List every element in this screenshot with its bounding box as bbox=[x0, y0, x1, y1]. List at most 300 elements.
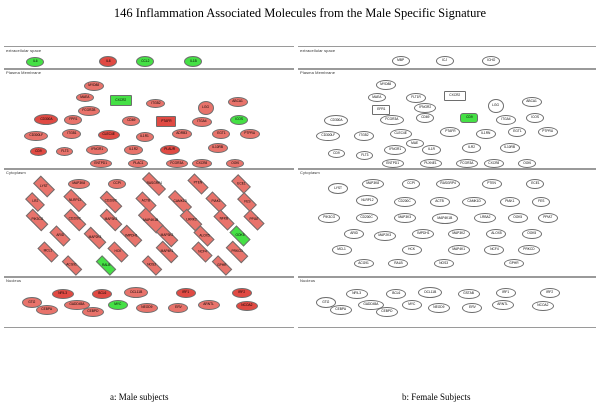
molecule-label: DCL11B bbox=[424, 289, 436, 294]
molecule-label: EGT1 bbox=[512, 129, 522, 134]
molecule-label: BCL6 bbox=[391, 291, 401, 296]
molecule-node[interactable] bbox=[448, 229, 470, 239]
molecule-label: MAP3K2 bbox=[160, 233, 174, 238]
molecule-label: FES bbox=[537, 199, 545, 204]
molecule-node[interactable] bbox=[376, 307, 398, 317]
molecule-label: GSTAB bbox=[463, 291, 475, 296]
molecule-label: NOS3 bbox=[439, 260, 449, 265]
compartment-extracellular bbox=[298, 46, 596, 70]
molecule-node[interactable] bbox=[120, 225, 143, 248]
molecule-label: CEBPD bbox=[381, 309, 393, 314]
molecule-node[interactable] bbox=[228, 97, 248, 107]
molecule-node[interactable] bbox=[508, 213, 528, 223]
molecule-node[interactable] bbox=[356, 151, 373, 160]
molecule-node[interactable] bbox=[388, 259, 408, 268]
molecule-label: ENTPD1 bbox=[94, 160, 108, 165]
molecule-label: CXCR8 bbox=[196, 160, 208, 165]
molecule-node[interactable] bbox=[230, 115, 248, 125]
molecule-label: FCGR3A bbox=[460, 160, 474, 165]
molecule-label: CLEC4E bbox=[394, 131, 408, 136]
molecule-node[interactable] bbox=[508, 127, 526, 137]
molecule-node[interactable] bbox=[136, 132, 154, 142]
molecule-node[interactable] bbox=[484, 159, 504, 168]
molecule-label: CXCR2 bbox=[449, 93, 461, 98]
molecule-label: LGG bbox=[492, 103, 500, 108]
molecule-label: FCGR3A bbox=[385, 117, 399, 122]
molecule-node[interactable] bbox=[474, 213, 496, 223]
molecule-label: PTEN bbox=[193, 181, 203, 186]
molecule-node[interactable] bbox=[318, 213, 340, 223]
molecule-node[interactable] bbox=[394, 213, 416, 223]
molecule-label: IRF2 bbox=[546, 290, 554, 295]
compartment-label: Nucleus bbox=[6, 278, 22, 283]
molecule-label: PLAUR bbox=[164, 147, 176, 152]
molecule-label: ITGA4 bbox=[197, 119, 207, 124]
molecule-label: CLEC4E bbox=[102, 132, 116, 137]
molecule-node[interactable] bbox=[380, 115, 404, 125]
molecule-node[interactable] bbox=[84, 81, 104, 91]
molecule-node[interactable] bbox=[402, 179, 420, 189]
molecule-node[interactable] bbox=[496, 115, 516, 125]
molecule-label: ITGB1 bbox=[66, 131, 77, 136]
molecule-label: IL6 bbox=[32, 59, 38, 64]
compartment-plasma_membrane bbox=[298, 68, 596, 170]
molecule-node[interactable] bbox=[136, 56, 154, 67]
molecule-label: MYD88 bbox=[380, 82, 392, 87]
molecule-label: MYC bbox=[408, 302, 416, 307]
molecule-node[interactable] bbox=[518, 245, 540, 255]
molecule-label: GTI2 bbox=[28, 299, 36, 304]
molecule-node[interactable] bbox=[436, 179, 460, 189]
molecule-node[interactable] bbox=[84, 227, 107, 250]
molecule-label: MBP bbox=[397, 58, 405, 63]
molecule-label: RASGRP4 bbox=[440, 181, 456, 186]
molecule-label: GADD45A bbox=[363, 302, 379, 307]
molecule-label: NEOD9 bbox=[141, 305, 153, 310]
molecule-label: PTAFR bbox=[160, 118, 172, 123]
molecule-label: CD200C bbox=[68, 217, 82, 222]
molecule-node[interactable] bbox=[324, 115, 348, 126]
molecule-label: LRBA2 bbox=[479, 215, 491, 220]
molecule-label: ARNTL bbox=[497, 302, 509, 307]
molecule-node[interactable] bbox=[386, 289, 406, 299]
molecule-label: MAP3K2 bbox=[452, 231, 466, 236]
molecule-node[interactable] bbox=[344, 229, 364, 239]
molecule-label: ITGB2 bbox=[150, 100, 161, 105]
molecule-label: NLRP12 bbox=[68, 197, 82, 202]
molecule-node[interactable] bbox=[492, 300, 514, 310]
molecule-label: IL8 bbox=[105, 58, 111, 63]
molecule-node[interactable] bbox=[462, 143, 481, 153]
page-title: 146 Inflammation Associated Molecules from the Male Specific Signature bbox=[113, 6, 487, 20]
molecule-node[interactable] bbox=[212, 255, 233, 276]
compartment-label: Nucleus bbox=[300, 278, 316, 283]
molecule-label: NLRP12 bbox=[360, 197, 374, 202]
caption-male: a: Male subjects bbox=[110, 392, 169, 402]
molecule-label: IL1R bbox=[428, 147, 435, 152]
molecule-label: ABCA1 bbox=[526, 99, 538, 104]
molecule-label: IMPDH1 bbox=[124, 233, 138, 238]
compartment-label: extracellular space bbox=[300, 48, 336, 53]
compartment-content bbox=[16, 53, 294, 69]
molecule-label: PLXNE1 bbox=[424, 160, 438, 165]
molecule-label: FLT1R bbox=[411, 95, 421, 100]
molecule-node[interactable] bbox=[231, 174, 251, 194]
molecule-node[interactable] bbox=[142, 172, 166, 196]
molecule-label: ICJ bbox=[442, 58, 448, 63]
molecule-label: LR2 bbox=[32, 199, 38, 204]
molecule-node[interactable] bbox=[122, 116, 140, 126]
molecule-node[interactable] bbox=[486, 229, 506, 239]
molecule-label: IL1R2 bbox=[129, 147, 138, 152]
molecule-node[interactable] bbox=[156, 116, 176, 127]
molecule-node[interactable] bbox=[100, 191, 123, 214]
molecule-label: IRF1 bbox=[182, 290, 190, 295]
molecule-node[interactable] bbox=[49, 225, 70, 246]
molecule-label: NOS3 bbox=[147, 262, 157, 267]
molecule-label: NFKB bbox=[219, 217, 229, 222]
molecule-label: IFNGR2 bbox=[419, 105, 431, 110]
molecule-node[interactable] bbox=[36, 305, 58, 315]
molecule-label: CEBPD bbox=[87, 309, 99, 314]
molecule-node[interactable] bbox=[166, 159, 188, 168]
molecule-label: LYST bbox=[334, 185, 342, 190]
molecule-label: MAP3K8 bbox=[72, 181, 86, 186]
molecule-label: NCOA2 bbox=[241, 303, 253, 308]
molecule-node[interactable] bbox=[354, 131, 374, 141]
molecule-node[interactable] bbox=[237, 192, 257, 212]
molecule-node[interactable] bbox=[56, 147, 73, 156]
molecule-node[interactable] bbox=[26, 57, 44, 67]
molecule-node[interactable] bbox=[96, 255, 117, 276]
molecule-node[interactable] bbox=[390, 129, 412, 139]
molecule-node[interactable] bbox=[428, 303, 450, 313]
molecule-node[interactable] bbox=[52, 289, 74, 299]
molecule-label: ICOS bbox=[235, 117, 243, 122]
molecule-label: OOK5 bbox=[513, 215, 523, 220]
molecule-label: IMPDH1 bbox=[416, 231, 430, 236]
molecule-label: ACG91 bbox=[358, 260, 370, 265]
molecule-node[interactable] bbox=[328, 183, 348, 194]
molecule-node[interactable] bbox=[484, 245, 504, 255]
molecule-node[interactable] bbox=[64, 115, 82, 125]
molecule-node[interactable] bbox=[526, 179, 544, 189]
molecule-label: IRF1 bbox=[502, 290, 510, 295]
molecule-node[interactable] bbox=[406, 93, 426, 103]
molecule-node[interactable] bbox=[24, 131, 48, 141]
molecule-node[interactable] bbox=[212, 129, 230, 139]
molecule-label: EGT1 bbox=[216, 131, 226, 136]
molecule-node[interactable] bbox=[488, 99, 504, 113]
molecule-node[interactable] bbox=[30, 147, 47, 156]
molecule-label: MYC bbox=[114, 302, 122, 307]
molecule-node[interactable] bbox=[172, 129, 192, 139]
molecule-node[interactable] bbox=[198, 300, 220, 310]
molecule-node[interactable] bbox=[402, 300, 422, 310]
molecule-node[interactable] bbox=[356, 213, 378, 223]
molecule-node[interactable] bbox=[243, 209, 264, 230]
molecule-label: ALOX5 bbox=[198, 233, 210, 238]
molecule-node[interactable] bbox=[482, 56, 500, 66]
molecule-label: CD300LF bbox=[29, 133, 43, 138]
molecule-node[interactable] bbox=[522, 229, 542, 239]
compartment-label: Plasma Membrane bbox=[6, 70, 42, 75]
compartment-plasma_membrane bbox=[4, 68, 294, 170]
molecule-node[interactable] bbox=[432, 213, 458, 224]
molecule-node[interactable] bbox=[62, 255, 83, 276]
molecule-label: LGG bbox=[202, 105, 210, 110]
molecule-node[interactable] bbox=[168, 303, 188, 313]
molecule-node[interactable] bbox=[538, 213, 558, 223]
molecule-node[interactable] bbox=[448, 245, 470, 255]
molecule-label: IL1B bbox=[189, 58, 197, 63]
molecule-label: CD300A bbox=[329, 117, 343, 122]
molecule-label: CD9 bbox=[35, 148, 42, 153]
molecule-label: OOKI bbox=[230, 160, 240, 165]
molecule-label: PIAK1 bbox=[211, 199, 221, 204]
molecule-label: CD300LF bbox=[321, 133, 335, 138]
molecule-node[interactable] bbox=[368, 93, 386, 102]
molecule-node[interactable] bbox=[346, 289, 368, 299]
molecule-node[interactable] bbox=[187, 173, 208, 194]
molecule-node[interactable] bbox=[160, 145, 180, 155]
molecule-node[interactable] bbox=[108, 179, 126, 189]
molecule-node[interactable] bbox=[416, 113, 434, 123]
molecule-label: PRKCD bbox=[523, 247, 535, 252]
molecule-label: ECE1 bbox=[236, 181, 246, 186]
molecule-node[interactable] bbox=[376, 80, 396, 90]
molecule-node[interactable] bbox=[522, 97, 542, 107]
molecule-label: OOK5 bbox=[527, 231, 537, 236]
molecule-node[interactable] bbox=[402, 245, 422, 255]
molecule-label: ACTB bbox=[141, 199, 151, 204]
molecule-label: CAMK1D bbox=[467, 199, 481, 204]
compartment-label: Cytoplasm bbox=[300, 170, 320, 175]
molecule-label: RALB bbox=[393, 260, 403, 265]
molecule-label: CD9 bbox=[465, 115, 473, 120]
molecule-node[interactable] bbox=[414, 103, 436, 113]
molecule-node[interactable] bbox=[63, 189, 86, 212]
molecule-node[interactable] bbox=[354, 259, 374, 268]
molecule-label: FES bbox=[243, 199, 251, 204]
compartment-content bbox=[310, 175, 596, 277]
molecule-node[interactable] bbox=[236, 301, 258, 311]
molecule-node[interactable] bbox=[418, 287, 442, 298]
molecule-node[interactable] bbox=[406, 139, 424, 148]
molecule-node[interactable] bbox=[356, 195, 378, 206]
molecule-node[interactable] bbox=[456, 159, 478, 168]
molecule-node[interactable] bbox=[76, 93, 94, 102]
compartment-content bbox=[16, 175, 294, 277]
molecule-node[interactable] bbox=[136, 303, 158, 313]
molecule-node[interactable] bbox=[384, 145, 406, 155]
molecule-node[interactable] bbox=[532, 197, 550, 207]
molecule-label: ABCA1 bbox=[232, 99, 244, 104]
molecule-node[interactable] bbox=[176, 288, 196, 298]
molecule-node[interactable] bbox=[240, 129, 260, 139]
molecule-node[interactable] bbox=[500, 143, 520, 153]
molecule-node[interactable] bbox=[146, 99, 165, 108]
molecule-node[interactable] bbox=[538, 127, 558, 137]
molecule-label: ICHO bbox=[486, 58, 496, 63]
molecule-node[interactable] bbox=[458, 289, 480, 299]
molecule-node[interactable] bbox=[92, 289, 112, 299]
molecule-node[interactable] bbox=[86, 145, 108, 155]
panel-male bbox=[4, 46, 294, 386]
molecule-node[interactable] bbox=[110, 95, 132, 106]
molecule-label: NFIL3 bbox=[352, 291, 362, 296]
molecule-node[interactable] bbox=[500, 197, 520, 207]
molecule-label: CCPI bbox=[407, 181, 415, 186]
molecule-node[interactable] bbox=[192, 159, 212, 168]
molecule-node[interactable] bbox=[440, 127, 460, 137]
molecule-label: PRKCD bbox=[231, 249, 243, 254]
molecule-label: CAMK1D bbox=[173, 199, 187, 204]
molecule-label: CD200C bbox=[360, 215, 374, 220]
molecule-node[interactable] bbox=[462, 303, 482, 313]
molecule-node[interactable] bbox=[392, 56, 410, 66]
molecule-node[interactable] bbox=[128, 159, 148, 168]
molecule-label: RALB bbox=[101, 262, 111, 267]
molecule-node[interactable] bbox=[82, 307, 104, 317]
compartment-nucleus bbox=[4, 276, 294, 328]
molecule-label: CEBPA bbox=[335, 307, 347, 312]
molecule-node[interactable] bbox=[98, 130, 120, 140]
molecule-node[interactable] bbox=[328, 149, 345, 158]
molecule-label: MAEA bbox=[372, 94, 382, 99]
molecule-label: CCL2 bbox=[140, 58, 150, 63]
compartment-content bbox=[16, 75, 294, 169]
molecule-label: ARID bbox=[56, 233, 64, 238]
molecule-label: ERV bbox=[174, 305, 182, 310]
molecule-node[interactable] bbox=[184, 56, 202, 67]
molecule-node[interactable] bbox=[434, 259, 454, 268]
molecule-node[interactable] bbox=[226, 159, 244, 168]
molecule-node[interactable] bbox=[62, 129, 81, 139]
molecule-label: MAP4K1 bbox=[452, 247, 466, 252]
molecule-label: GPHR bbox=[509, 260, 519, 265]
molecule-node[interactable] bbox=[232, 288, 252, 298]
compartment-content bbox=[310, 53, 596, 69]
molecule-label: CD200C bbox=[398, 199, 412, 204]
molecule-label: ARNTL bbox=[203, 302, 215, 307]
molecule-label: MAP4K1 bbox=[160, 249, 174, 254]
molecule-node[interactable] bbox=[198, 101, 214, 115]
molecule-label: PIK3CG bbox=[323, 215, 335, 220]
molecule-label: CD200C bbox=[104, 199, 118, 204]
molecule-node[interactable] bbox=[316, 131, 340, 141]
compartment-cytoplasm bbox=[298, 168, 596, 278]
molecule-node[interactable] bbox=[444, 91, 466, 101]
molecule-label: GPHR bbox=[217, 262, 227, 267]
molecule-node[interactable] bbox=[540, 288, 560, 298]
molecule-label: MCL1 bbox=[43, 249, 53, 254]
compartment-extracellular bbox=[4, 46, 294, 70]
molecule-node[interactable] bbox=[213, 209, 234, 230]
molecule-label: DCL11B bbox=[130, 289, 142, 294]
molecule-node[interactable] bbox=[107, 241, 128, 262]
molecule-label: IL10RB bbox=[504, 145, 516, 150]
molecule-label: ERV bbox=[468, 305, 476, 310]
molecule-node[interactable] bbox=[124, 145, 143, 155]
molecule-node[interactable] bbox=[330, 305, 352, 315]
molecule-node[interactable] bbox=[108, 300, 128, 310]
molecule-node[interactable] bbox=[496, 288, 516, 298]
molecule-node[interactable] bbox=[208, 143, 228, 153]
molecule-node[interactable] bbox=[482, 179, 502, 189]
molecule-node[interactable] bbox=[422, 145, 441, 155]
molecule-label: BCL6 bbox=[97, 291, 107, 296]
molecule-label: GTI2 bbox=[322, 299, 330, 304]
molecule-label: ADRB3 bbox=[176, 131, 188, 136]
molecule-label: FCGR3A bbox=[170, 160, 184, 165]
molecule-node[interactable] bbox=[25, 192, 45, 212]
molecule-label: MAEA bbox=[80, 94, 90, 99]
molecule-node[interactable] bbox=[362, 179, 384, 189]
molecule-label: HCK bbox=[114, 249, 122, 254]
molecule-label: MYD88 bbox=[88, 83, 100, 88]
molecule-node[interactable] bbox=[37, 241, 58, 262]
molecule-node[interactable] bbox=[412, 229, 434, 239]
molecule-node[interactable] bbox=[460, 113, 478, 123]
molecule-node[interactable] bbox=[78, 106, 100, 116]
molecule-node[interactable] bbox=[99, 56, 117, 67]
molecule-label: NCOA2 bbox=[537, 303, 549, 308]
molecule-node[interactable] bbox=[518, 159, 536, 168]
panel-female bbox=[298, 46, 596, 386]
molecule-node[interactable] bbox=[332, 245, 352, 255]
compartment-content bbox=[16, 283, 294, 327]
compartment-label: extracellular space bbox=[6, 48, 42, 53]
molecule-node[interactable] bbox=[205, 191, 226, 212]
molecule-node[interactable] bbox=[142, 255, 163, 276]
molecule-node[interactable] bbox=[394, 197, 416, 207]
molecule-label: NCF4 bbox=[489, 247, 499, 252]
molecule-label: CD300A bbox=[39, 116, 53, 121]
molecule-label: CEBPA bbox=[41, 307, 53, 312]
molecule-node[interactable] bbox=[526, 113, 544, 123]
molecule-node[interactable] bbox=[192, 117, 212, 127]
molecule-node[interactable] bbox=[374, 231, 396, 241]
molecule-node[interactable] bbox=[100, 209, 123, 232]
molecule-node[interactable] bbox=[372, 105, 390, 115]
molecule-label: ITGB2 bbox=[359, 133, 369, 138]
molecule-node[interactable] bbox=[156, 241, 179, 264]
molecule-label: RASGRP4 bbox=[146, 181, 162, 186]
compartment-label: Cytoplasm bbox=[6, 170, 26, 175]
molecule-node[interactable] bbox=[532, 301, 554, 311]
molecule-node[interactable] bbox=[382, 159, 404, 168]
molecule-node[interactable] bbox=[33, 176, 55, 198]
molecule-node[interactable] bbox=[64, 209, 87, 232]
molecule-node[interactable] bbox=[420, 159, 442, 168]
molecule-node[interactable] bbox=[26, 209, 49, 232]
molecule-node[interactable] bbox=[68, 179, 90, 189]
molecule-label: PIAK1 bbox=[505, 199, 515, 204]
molecule-node[interactable] bbox=[430, 197, 450, 207]
molecule-node[interactable] bbox=[34, 114, 58, 125]
molecule-node[interactable] bbox=[90, 159, 112, 168]
molecule-node[interactable] bbox=[476, 129, 496, 139]
molecule-node[interactable] bbox=[504, 259, 524, 268]
molecule-node[interactable] bbox=[436, 56, 454, 66]
molecule-label: MAP4K1B bbox=[437, 215, 453, 220]
molecule-node[interactable] bbox=[124, 287, 148, 298]
compartment-nucleus bbox=[298, 276, 596, 328]
molecule-label: MAP3K3 bbox=[104, 217, 118, 222]
molecule-node[interactable] bbox=[462, 197, 486, 207]
molecule-label: CXCR2 bbox=[115, 97, 127, 102]
